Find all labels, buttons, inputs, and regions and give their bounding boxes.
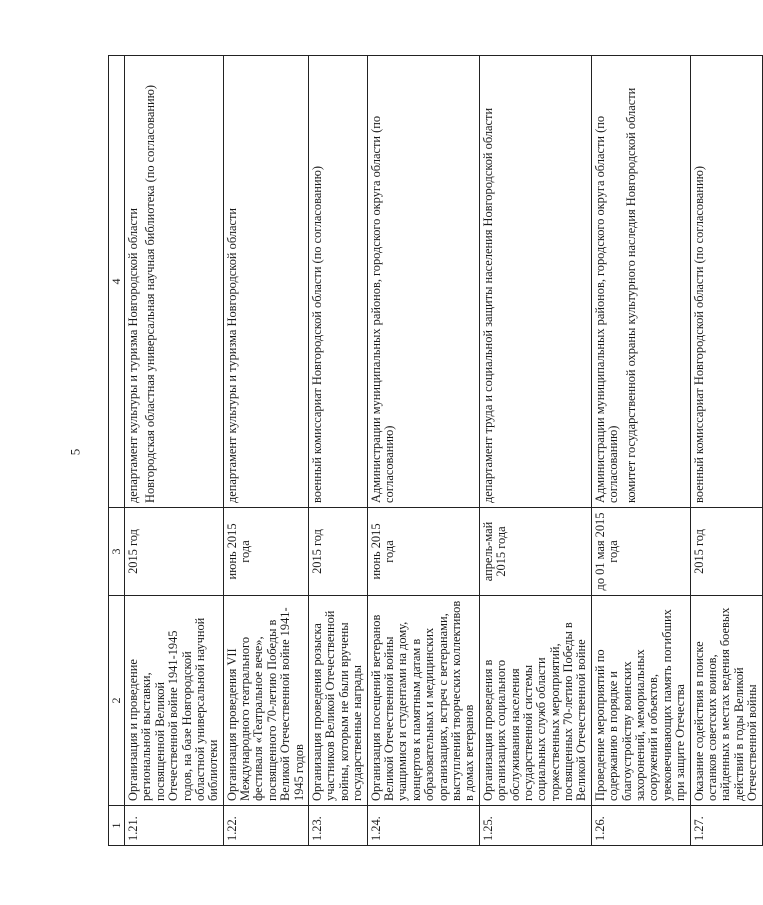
executor-cell (591, 56, 690, 508)
column-header: 1 (109, 806, 125, 846)
column-header: 4 (109, 56, 125, 508)
date-cell: до 01 мая 2015 года (591, 508, 690, 596)
date-cell: апрель-май 2015 года (479, 508, 591, 596)
activity-cell: Организация и проведение региональной выставки, посвященной Великой Отечественной войне 1941-1945 годов, на базе Новгородской областной универсальной научной библиотеки (124, 596, 223, 806)
date-cell: 2015 год (690, 508, 762, 596)
executor-cell (367, 56, 479, 508)
table-row (367, 56, 479, 846)
table-row (223, 56, 308, 846)
activity-cell: Оказание содействия в поиске останков советских воинов, найденных в местах ведения боевых действий в годы Великой Отечественной войны (690, 596, 762, 806)
date-cell: июнь 2015 года (223, 508, 308, 596)
table-row (479, 56, 591, 846)
row-number: 1.23. (309, 806, 368, 846)
activity-cell: Организация посещений ветеранов Великой Отечественной войны учащимися и студентами на дому, концертов к памятным датам в образовательных и медицинских организациях, встреч с ветеранами, выступлений творческих коллективов в домах ветеранов (367, 596, 479, 806)
executor-line: Новгородская областная универсальная научная библиотека (по согласованию) (143, 85, 158, 503)
executor-line: военный комиссариат Новгородской области (по согласованию) (310, 166, 325, 503)
executor-line: департамент культуры и туризма Новгородской области (125, 207, 140, 503)
executor-cell (223, 56, 308, 508)
table-header-row (109, 56, 125, 846)
table-row (591, 56, 690, 846)
column-header: 2 (109, 596, 125, 806)
executor-line: департамент труда и социальной защиты населения Новгородской области (480, 107, 495, 503)
executor-line: Администрации муниципальных районов, городского округа области (по согласованию) (592, 115, 621, 503)
row-number: 1.21. (124, 806, 223, 846)
rotated-table-sheet (108, 56, 760, 846)
table-row (309, 56, 368, 846)
executor-line: комитет государственной охраны культурного наследия Новгородской области (623, 87, 638, 503)
table-row (124, 56, 223, 846)
page-number: 5 (67, 448, 83, 456)
row-number: 1.22. (223, 806, 308, 846)
executor-line: департамент культуры и туризма Новгородской области (224, 207, 239, 503)
row-number: 1.27. (690, 806, 762, 846)
activity-cell: Организация проведения в организациях социального обслуживания населения государственной системы социальных служб области торжественных мероприятий, посвященных 70-летию Победы в Великой Отечественной войне (479, 596, 591, 806)
date-cell: июнь 2015 года (367, 508, 479, 596)
activity-cell: Организация проведения розыска участников Великой Отечественной войны, которым не были вручены государственные награды (309, 596, 368, 806)
column-header: 3 (109, 508, 125, 596)
executor-cell (690, 56, 762, 508)
executor-line: Администрации муниципальных районов, городского округа области (по согласованию) (368, 115, 396, 503)
date-cell: 2015 год (124, 508, 223, 596)
executor-cell (309, 56, 368, 508)
activity-cell: Проведение мероприятий по содержанию в порядке и благоустройству воинских захоронений, мемориальных сооружений и объектов, увековечивающих память погибших при защите Отечества (591, 596, 690, 806)
executor-line: военный комиссариат Новгородской области (по согласованию) (691, 166, 706, 503)
table-row (690, 56, 762, 846)
events-plan-table (108, 55, 763, 846)
executor-cell (124, 56, 223, 508)
row-number: 1.24. (367, 806, 479, 846)
row-number: 1.26. (591, 806, 690, 846)
row-number: 1.25. (479, 806, 591, 846)
activity-cell: Организация проведения VII Международного театрального фестиваля «Театральное вече», посвященного 70-летию Победы в Великой Отечественной войне 1941-1945 годов (223, 596, 308, 806)
date-cell: 2015 год (309, 508, 368, 596)
executor-cell (479, 56, 591, 508)
